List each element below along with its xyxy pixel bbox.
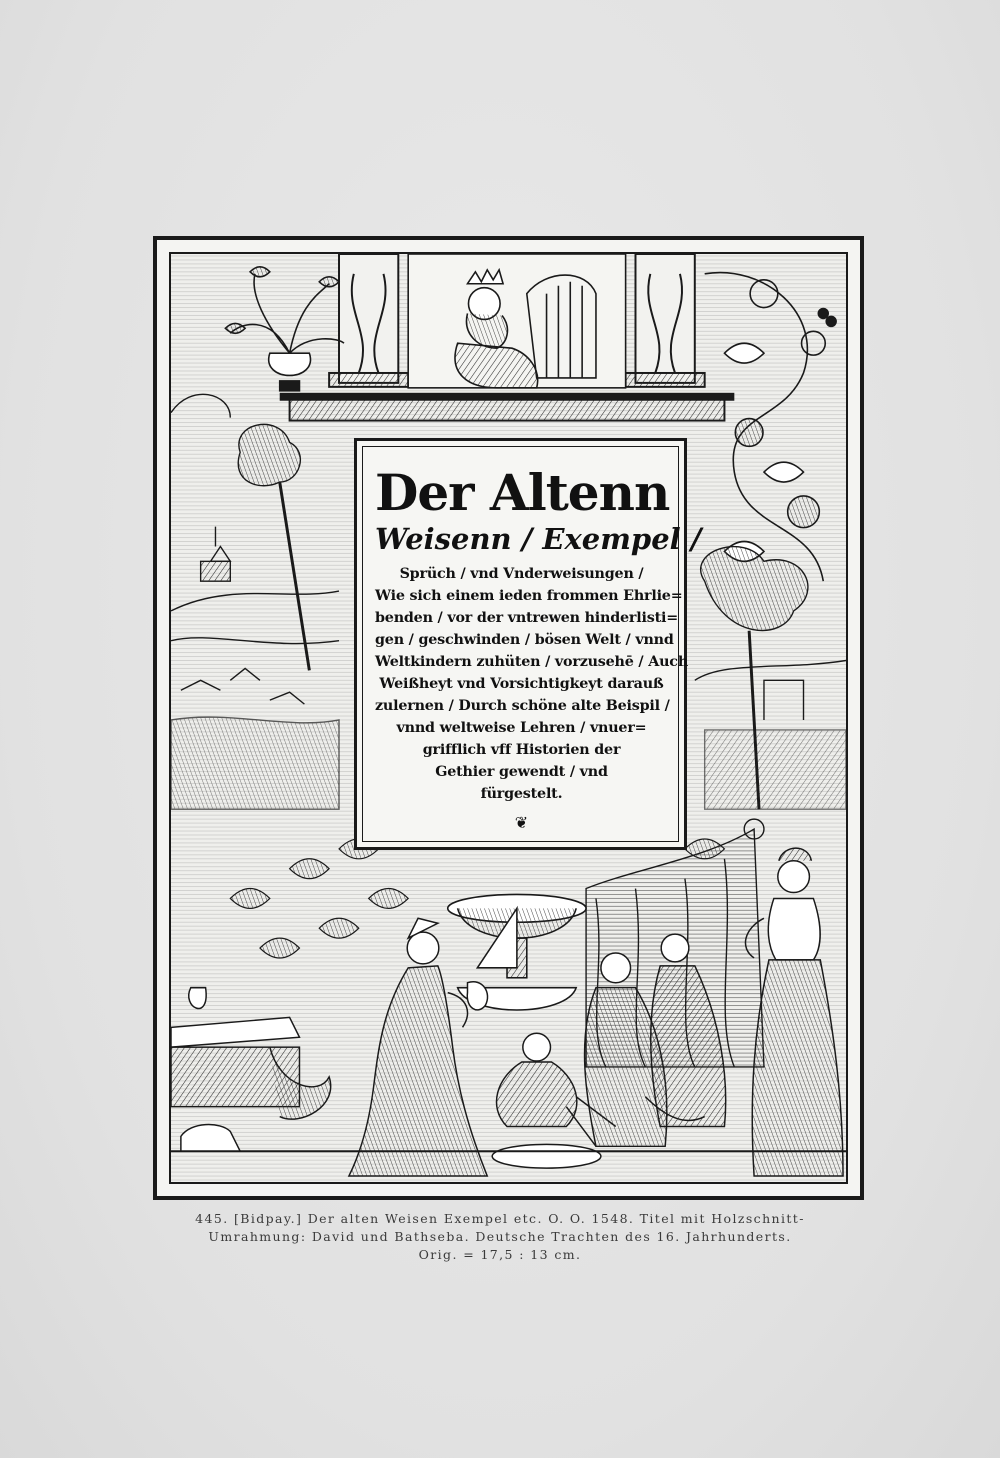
woodcut-frame bbox=[169, 252, 848, 1184]
woodcut-title: Der Altenn bbox=[375, 463, 670, 522]
woodcut-line: Weißheyt vnd Vorsichtigkeyt darauß bbox=[379, 676, 664, 692]
woodcut-line: Wie sich einem ieden frommen Ehrlie= bbox=[375, 588, 683, 604]
woodcut-line: Weltkindern zuhüten / vorzusehē / Auch bbox=[375, 654, 689, 670]
woodcut-line: Sprüch / vnd Vnderweisungen / bbox=[399, 566, 644, 582]
caption-line-1: 445. [Bidpay.] Der alten Weisen Exempel etc. O. O. 1548. Titel mit Holzschnitt- bbox=[195, 1211, 805, 1226]
woodcut-line: Gethier gewendt / vnd bbox=[435, 764, 608, 780]
left-pillar bbox=[329, 254, 408, 387]
entablature bbox=[290, 399, 725, 421]
king-david-harp bbox=[408, 254, 625, 388]
caption-line-3: Orig. = 17,5 : 13 cm. bbox=[418, 1247, 582, 1262]
right-pillar bbox=[626, 254, 705, 387]
caption-line-2: Umrahmung: David und Bathseba. Deutsche Trachten des 16. Jahrhunderts. bbox=[208, 1229, 792, 1244]
fleuron-icon: ❦ bbox=[514, 813, 529, 832]
woodcut-line: fürgestelt. bbox=[480, 786, 563, 802]
woodcut-line: vnnd weltweise Lehren / vnuer= bbox=[396, 720, 647, 736]
woodcut-plate bbox=[153, 236, 864, 1200]
title-panel bbox=[354, 438, 702, 850]
figure-caption bbox=[100, 1210, 900, 1264]
woodcut-subtitle: Weisenn / Exempel / bbox=[375, 522, 702, 556]
woodcut-line: zulernen / Durch schöne alte Beispil / bbox=[375, 698, 670, 714]
title-panel-inner bbox=[362, 446, 702, 842]
woodcut-line: benden / vor der vntrewen hinderlisti= bbox=[375, 610, 678, 626]
woodcut-line: grifflich vff Historien der bbox=[422, 742, 621, 758]
woodcut-line: gen / geschwinden / bösen Welt / vnnd bbox=[375, 632, 674, 648]
